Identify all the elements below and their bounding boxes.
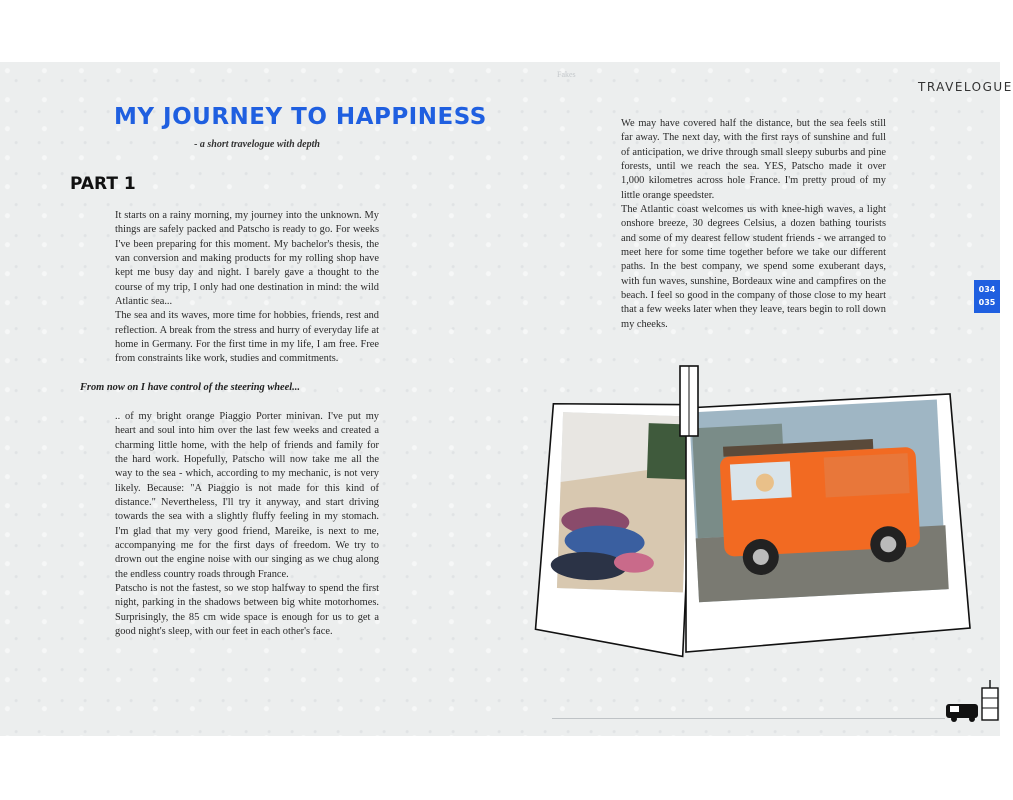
paragraph: .. of my bright orange Piaggio Porter minivan. I've put my heart and soul into him over the last few weeks and created a charming little home, with the help of friends and family for the hard work. Hopefully, Patscho will now take me all the way to the sea - which, according to my mechanic, is not very likely. Because: "A Piaggio is not made for this kind of distance." Nevertheless, I'll try it anyway, and start driving towards the sea with a slightly fluffy feeling in my stomach. I'm glad that my very good friend, Mareike, is next to me, accompanying me for the first days of freedom. We try to drown out the engine noise with our singing as we chug along the endless country roads through France. (115, 411, 379, 580)
page-number-right: 035 (978, 298, 996, 307)
van-logo-icon (944, 676, 1000, 722)
part-heading: PART 1 (70, 174, 136, 194)
paragraph: We may have covered half the distance, but the sea feels still far away. The next day, with the first rays of sunshine and full of anticipation, we drive through small sleepy suburbs and pine forests, until we reach the sea. YES, Patscho made it over 1,000 kilometres across hole France. I'm pretty proud of my little orange speedster. (621, 118, 886, 201)
body-column-3 (621, 117, 886, 332)
paragraph: The Atlantic coast welcomes us with knee-high waves, a light onshore breeze, 30 degrees Celsius, a dozen bathing tourists and some of my dearest fellow student friends - we arranged to meet here for some time together before we take our different paths. In the best company, we spend some exuberant days, with fun waves, sunshine, Bordeaux wine and campfires on the beach. I feel so good in the company of those close to my heart that a few weeks later when they leave, tears begin to roll down my cheeks. (621, 204, 886, 330)
body-column-1 (115, 209, 379, 367)
bottom-rule (552, 718, 945, 719)
page-number-left: 034 (978, 285, 996, 294)
paragraph: It starts on a rainy morning, my journey into the unknown. My things are safely packed and Patscho is ready to go. For weeks I've been preparing for this moment. My bachelor's thesis, the van conversion and making products for my rolling shop have kept me busy day and night. I barely gave a thought to the course of my trip, I only had one destination in mind: the wild Atlantic sea... (115, 210, 379, 308)
polaroid-photos (536, 362, 972, 654)
paragraph: The sea and its waves, more time for hobbies, friends, rest and reflection. A break from the stress and hurry of everyday life at home in Germany. For the first time in my life, I am free. Free from constraints like work, studies and commitments. (115, 310, 379, 365)
section-label: TRAVELOGUE (918, 80, 1013, 94)
paragraph: Patscho is not the fastest, so we stop halfway to spend the first night, parking in the shadows between big white motorhomes. Surprisingly, the 85 cm wide space is enough for us to get a good night's sleep, with our feet in each other's face. (115, 583, 379, 638)
van-polaroid (686, 394, 970, 652)
faint-page-label: Fakes (557, 70, 576, 79)
article-title: MY JOURNEY TO HAPPINESS (114, 104, 487, 130)
page-number-tab (974, 280, 1000, 313)
body-column-2 (115, 410, 379, 640)
clothespin-icon (680, 366, 698, 436)
pull-quote: From now on I have control of the steering wheel... (80, 382, 300, 393)
article-subtitle: - a short travelogue with depth (194, 139, 320, 150)
beach-polaroid (535, 399, 695, 656)
